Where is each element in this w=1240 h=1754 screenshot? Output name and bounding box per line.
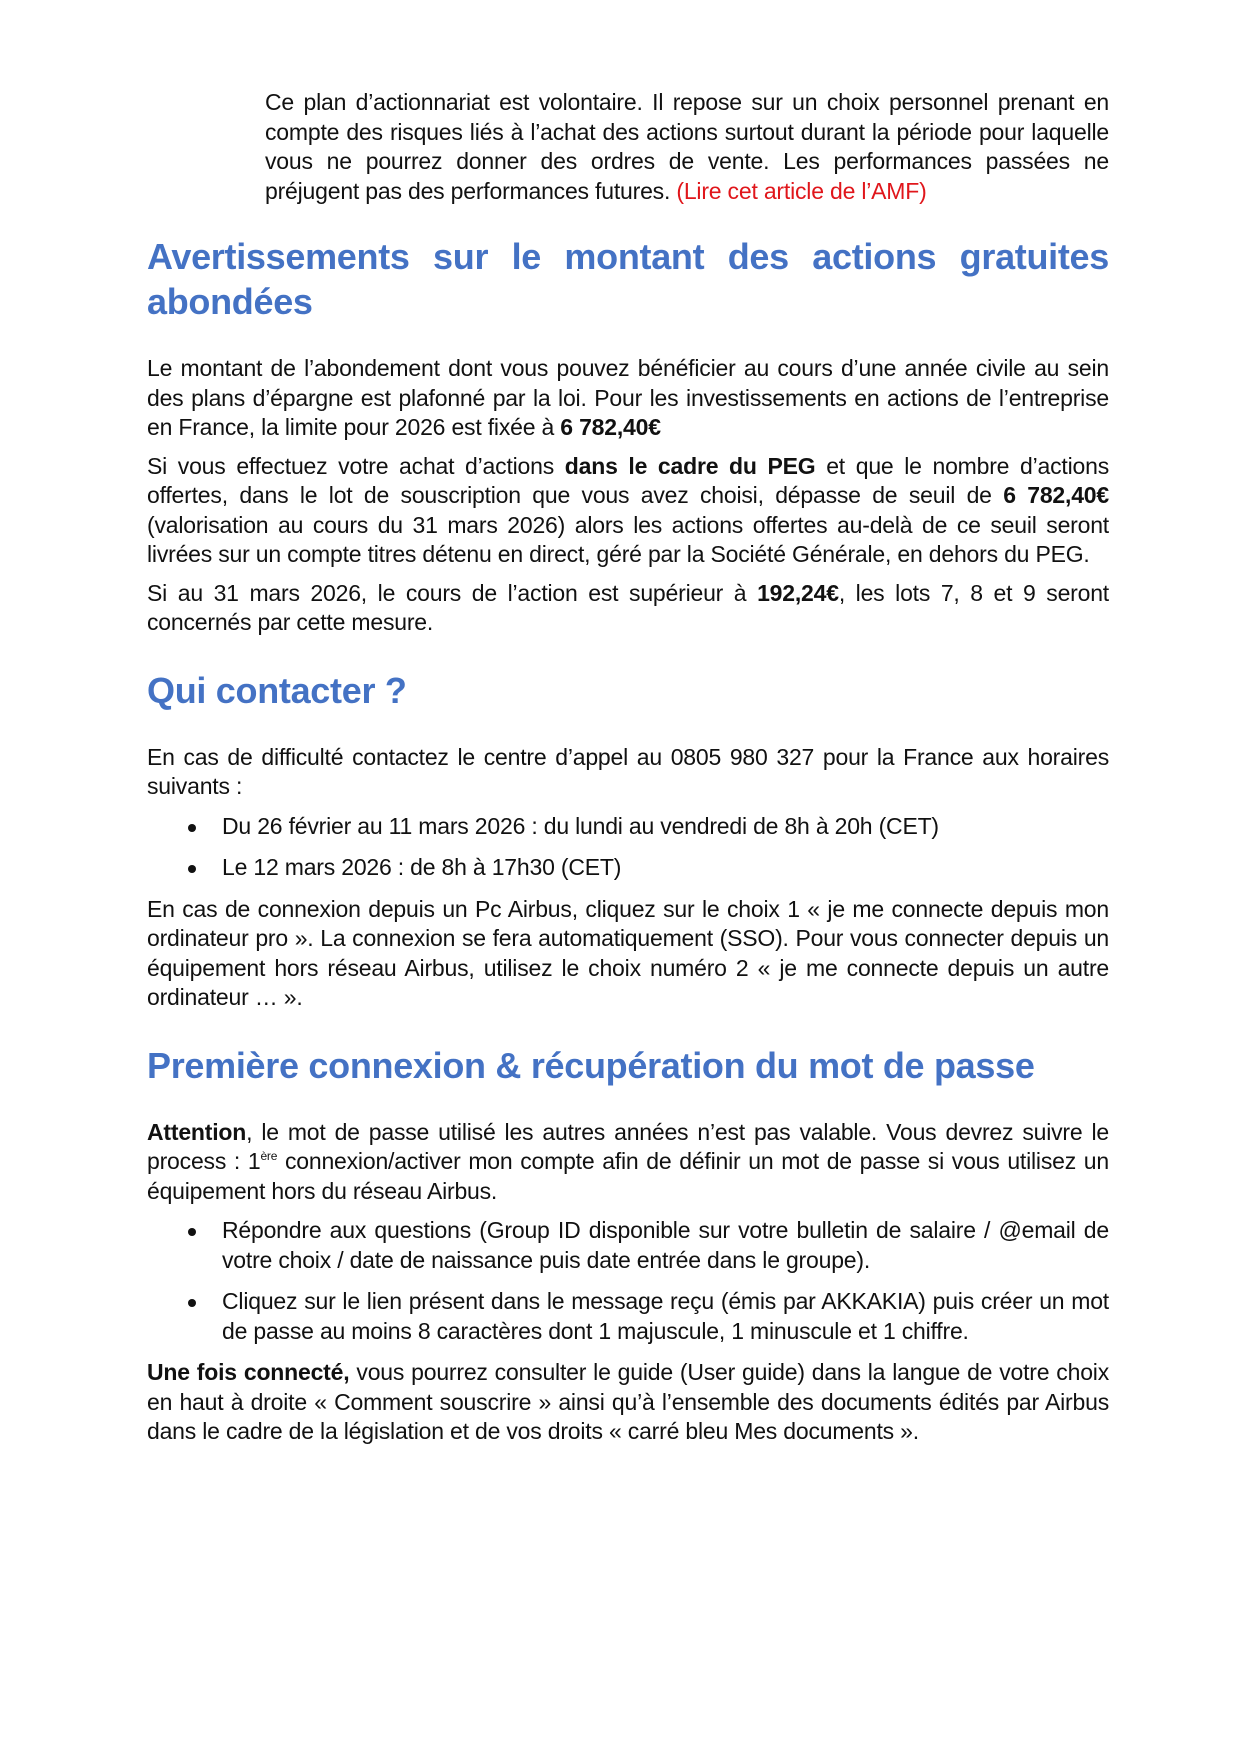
paragraph-connection: En cas de connexion depuis un Pc Airbus, cliquez sur le choix 1 « je me connecte depuis mon ordinateur pro ». La connexion se fera automatiquement (SSO). Pour vous connecter depuis un équipement hors réseau Airbus, utilisez le choix numéro 2 « je me connecte depuis un autre ordinateur … ». — [147, 895, 1109, 1010]
paragraph-peg: Si vous effectuez votre achat d’actions dans le cadre du PEG et que le nombre d’actions offertes, dans le lot de souscription que vous avez choisi, dépasse de seuil de 6 782,40€ (valorisation au cours du 31 mars 2026) alors les actions offertes au-delà de ce seuil seront livrées sur un compte titres détenu en direct, géré par la Société Générale, en dehors du PEG. — [147, 452, 1109, 567]
list-item: Du 26 février au 11 mars 2026 : du lundi au vendredi de 8h à 20h (CET) — [222, 812, 1109, 842]
share-price-threshold: 192,24€ — [757, 579, 839, 606]
threshold-amount: 6 782,40€ — [1003, 482, 1109, 508]
heading-first-connection: Première connexion & récupération du mot de passe — [147, 1044, 1035, 1086]
paragraph-lots: Si au 31 mars 2026, le cours de l’action est supérieur à 192,24€, les lots 7, 8 et 9 seront concernés par cette mesure. — [147, 579, 1109, 635]
list-item: Répondre aux questions (Group ID disponible sur votre bulletin de salaire / @email de votre choix / date de naissance puis date entrée dans le groupe). — [222, 1216, 1109, 1275]
document-page — [147, 88, 1109, 1447]
intro-paragraph: Ce plan d’actionnariat est volontaire. Il repose sur un choix personnel prenant en compte des risques liés à l’achat des actions surtout durant la période pour laquelle vous ne pourrez donner des ordres de vente. Les performances passées ne préjugent pas des performances futures. (Lire cet article de l’AMF) — [265, 89, 1109, 204]
steps-list — [147, 1216, 1109, 1346]
heading-contact: Qui contacter ? — [147, 669, 407, 711]
paragraph-call-center: En cas de difficulté contactez le centre d’appel au 0805 980 327 pour la France aux horaires suivants : — [147, 743, 1109, 799]
list-item: Le 12 mars 2026 : de 8h à 17h30 (CET) — [222, 853, 1109, 883]
heading-warnings: Avertissements sur le montant des actions gratuites abondées — [147, 236, 1109, 322]
paragraph-abondement-limit: Le montant de l’abondement dont vous pouvez bénéficier au cours d’une année civile au sein des plans d’épargne est plafonné par la loi. Pour les investissements en actions de l’entreprise en France, la limite pour 2026 est fixée à 6 782,40€ — [147, 355, 1109, 440]
limit-amount: 6 782,40€ — [560, 414, 661, 440]
peg-emphasis: dans le cadre du PEG — [564, 452, 816, 479]
hours-list — [147, 812, 1109, 883]
list-item: Cliquez sur le lien présent dans le message reçu (émis par AKKAKIA) puis créer un mot de passe au moins 8 caractères dont 1 majuscule, 1 minuscule et 1 chiffre. — [222, 1287, 1109, 1346]
paragraph-once-connected: Une fois connecté, vous pourrez consulter le guide (User guide) dans la langue de votre choix en haut à droite « Comment souscrire » ainsi qu’à l’ensemble des documents édités par Airbus dans le cadre de la législation et de vos droits « carré bleu Mes documents ». — [147, 1359, 1109, 1444]
paragraph-attention: Attention, le mot de passe utilisé les autres années n’est pas valable. Vous devrez suivre le process : 1ère connexion/activer mon compte afin de définir un mot de passe si vous utilisez un équipement hors du réseau Airbus. — [147, 1118, 1109, 1204]
amf-article-link[interactable]: (Lire cet article de l’AMF) — [676, 177, 927, 204]
